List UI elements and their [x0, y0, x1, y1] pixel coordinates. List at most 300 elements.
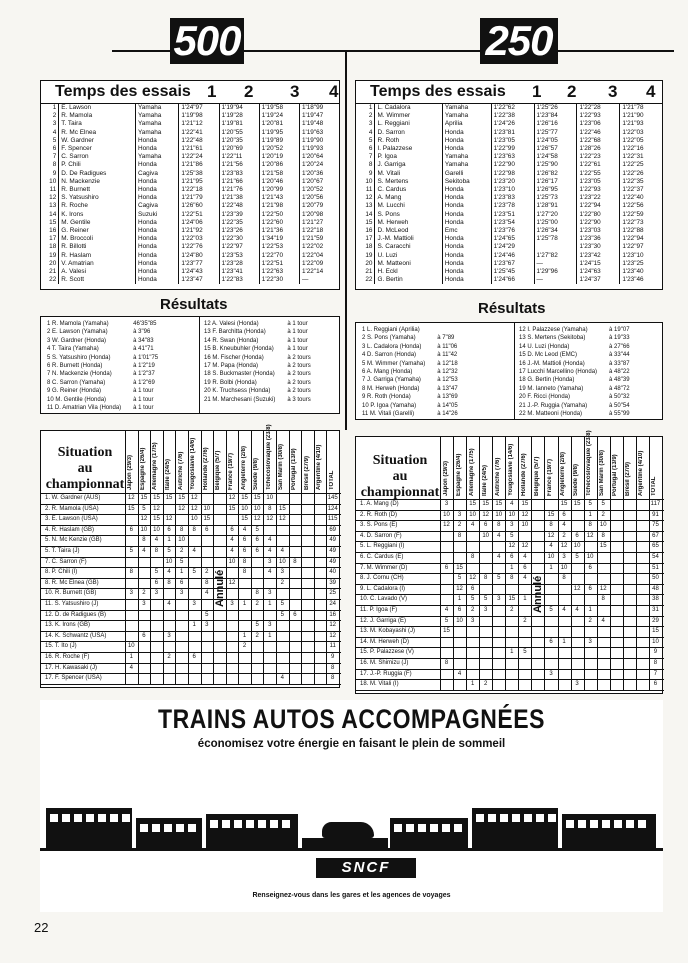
standings-rider: 16. R. Roche (F) [45, 654, 90, 660]
standings-points: 10 [599, 522, 607, 529]
essais250-cell: 1'22"90 [491, 161, 534, 169]
standings-rider: 5. L. Reggiani (I) [360, 543, 405, 550]
standings-points: 15 [140, 495, 148, 501]
essais500-row [41, 211, 339, 219]
standings-points: 12 [153, 505, 160, 512]
standings-rider: 12. D. de Radigues (B) [45, 611, 107, 618]
result-row [45, 387, 160, 395]
essais500-cell: Suzuki [136, 211, 179, 219]
standings-points: 8 [470, 554, 475, 560]
essais250-cell: Honda [442, 129, 491, 137]
standings-points: 3 [484, 607, 488, 613]
essais500-cell: R. Haslam [59, 252, 136, 260]
standings-rider: 17. F. Spencer (USA) [45, 675, 102, 682]
essais250-row [356, 145, 662, 153]
ad-footer: Renseignez-vous dans les gares et les agences de voyages [252, 892, 451, 899]
essais250-row [356, 252, 662, 260]
standings-points: 12 [521, 543, 529, 550]
essais250-cell: 1'23"78 [491, 202, 534, 210]
essais250-cell: 1'23"10 [491, 186, 534, 194]
essais500-cell: P. Chili [59, 161, 136, 169]
essais250-row [356, 120, 662, 128]
standings-points: 2 [510, 607, 514, 613]
gp-column-header: Suède (9/8) [253, 457, 260, 490]
standings-points: 2 [280, 579, 284, 586]
result-rider: 4 D. Sarron (Honda) [362, 352, 417, 359]
result-rider: 12 I. Palazzese (Yamaha) [519, 327, 588, 333]
result-gap: à 14"26 [437, 411, 458, 418]
standings-points: 5 [470, 596, 475, 603]
result-gap: à 1 tour [287, 346, 308, 353]
result-rider: 15 B. Kneubuhler (Honda) [204, 346, 274, 353]
standings-points: 8 [562, 575, 566, 582]
essais250-cell: C. Cardus [375, 186, 442, 194]
standings-points: 5 [575, 554, 579, 560]
essais500-cell: R. Burnett [59, 186, 136, 194]
essais500-cell: 9 [52, 169, 57, 177]
gp-column-header: Italie (24/5) [481, 464, 488, 496]
essais500-cell: 1'22"14 [299, 268, 339, 276]
essais250-cell: 1'22"35 [620, 178, 662, 186]
essais250-cell: 1'22"26 [620, 170, 662, 178]
essais250-cell: J.-M. Mattioli [375, 235, 442, 243]
standings-points: 10 [456, 617, 463, 624]
result-rider: 17 M. Papa (Honda) [204, 363, 259, 370]
standings-points: 4 [523, 575, 527, 582]
standings-rider: 6. C. Cardus (E) [360, 554, 404, 560]
standings-points: 10 [190, 516, 198, 523]
class-500-badge: 500 [170, 18, 244, 64]
essais250-cell: 17 [365, 235, 373, 243]
standings-points: 12 [253, 516, 261, 523]
essais250-row [356, 211, 662, 219]
essais500-cell: Honda [136, 178, 179, 186]
sncf-advertisement [40, 700, 663, 912]
result-row [45, 379, 160, 387]
essais250-cell: 5 [368, 136, 373, 144]
standings-points: 25 [329, 590, 337, 597]
standings-points: 24 [329, 601, 337, 607]
resultats-250-right [517, 326, 632, 418]
standings-points: 12 [599, 585, 607, 592]
standings-points: 6 [255, 548, 259, 554]
essais500-cell: Yamaha [136, 153, 179, 161]
essais500-row [41, 161, 339, 169]
standings-rider: 2. R. Mamola (USA) [45, 505, 99, 512]
essais250-cell: Honda [442, 276, 491, 284]
gp-column-header: Italie (24/5) [165, 458, 172, 490]
result-row [360, 402, 460, 410]
result-row [202, 387, 313, 395]
standings-points: 12 [165, 516, 173, 523]
standings-points: 3 [497, 596, 501, 603]
standings-points: 1 [523, 596, 527, 603]
essais500-row [41, 120, 339, 128]
standings-points: 8 [142, 537, 146, 544]
result-gap: à 3"96 [133, 329, 151, 336]
essais-500-title: Temps des essais [55, 83, 191, 100]
essais250-cell: Honda [442, 268, 491, 276]
essais250-cell: 1'22"61 [577, 161, 620, 169]
standings-points: 12 [266, 516, 274, 523]
standings-points: 12 [456, 585, 463, 592]
essais250-cell: 1'23"05 [491, 137, 534, 145]
standings-points: 5 [523, 649, 527, 656]
standings-points: 1 [179, 569, 184, 576]
result-gap: à 12"18 [437, 360, 458, 367]
essais250-cell: Honda [442, 219, 491, 227]
result-row [517, 410, 632, 418]
standings-points: 12 [228, 495, 236, 501]
result-rider: 2 S. Pons (Yamaha) [362, 335, 416, 342]
train-car [136, 818, 202, 848]
standings-points: 12 [508, 543, 516, 550]
essais250-cell: 1'23"51 [491, 211, 534, 219]
result-row [517, 393, 632, 401]
gp-column-header: Suède (9/8) [573, 463, 580, 496]
essais500-cell: M. Broccoli [59, 235, 136, 243]
essais250-cell: 10 [365, 177, 373, 185]
standings-rider: 12. J. Garriga (E) [360, 617, 407, 624]
standings-points: 10 [153, 526, 160, 533]
essais500-row [41, 178, 339, 186]
gp-column-header: Belgique (5/7) [215, 450, 222, 490]
result-gap: à 50"32 [609, 394, 630, 401]
essais250-cell: J. Garriga [375, 161, 442, 169]
standings-points: 4 [205, 590, 209, 597]
essais500-cell: Honda [136, 252, 179, 260]
result-rider: 13 S. Mertens (Sekitoba) [519, 335, 586, 342]
essais250-cell: 1'27"20 [534, 211, 577, 219]
essais250-cell: M. Herweh [375, 219, 442, 227]
result-row [45, 354, 160, 362]
result-rider: 20 F. Ricci (Honda) [519, 394, 571, 401]
essais500-cell: 10 [49, 177, 57, 185]
gp-column-header: San Marin (30/8) [278, 443, 285, 490]
standings-points: 4 [457, 670, 462, 677]
standings-points: 6 [167, 526, 171, 533]
essais500-cell: Honda [136, 235, 179, 243]
essais250-cell: 1'24"46 [491, 252, 534, 260]
standings-points: 49 [329, 548, 337, 554]
essais500-cell: Honda [136, 161, 179, 169]
result-gap: à 48"72 [609, 385, 630, 392]
ad-rail [40, 848, 663, 851]
standings-points: 10 [253, 505, 261, 512]
gp-column-header: Tchécoslovaquie (23/8) [586, 430, 593, 496]
essais500-cell: 1 [52, 104, 57, 111]
result-row [360, 334, 460, 342]
essais500-cell: 1'22"60 [259, 219, 299, 227]
standings-points: 48 [652, 585, 659, 592]
essais500-cell: T. Taira [59, 120, 136, 128]
standings-points: 3 [588, 638, 592, 645]
result-row [45, 328, 160, 336]
class-250-badge: 250 [480, 18, 558, 64]
result-gap: à 11"06 [437, 343, 458, 350]
standings-points: 10 [278, 558, 286, 565]
result-gap: à 1'2"19 [133, 363, 155, 370]
standings-rider: 13. K. Irons (GB) [45, 622, 91, 629]
essais250-cell: 9 [368, 169, 373, 177]
result-rider: 9 R. Roth (Honda) [362, 394, 411, 401]
gp-column-header: Hollande (27/6) [202, 447, 209, 490]
standings-points: 12 [586, 532, 594, 539]
essais250-cell: I. Palazzese [375, 145, 442, 153]
gp-column-header: Allemagne (17/5) [152, 442, 159, 490]
result-gap: à 13"47 [437, 385, 458, 392]
essais250-row [356, 186, 662, 194]
result-gap: à 1 tour [133, 405, 154, 412]
standings-points: 1 [192, 622, 196, 629]
header-rule-right [558, 50, 674, 52]
standings-points: 2 [142, 590, 146, 597]
essais500-cell: 1'19"58 [259, 104, 299, 112]
standings-points: 1 [562, 638, 566, 645]
standings-rider: 4. R. Haslam (GB) [45, 526, 95, 533]
standings-rider: 10. R. Burnett (GB) [45, 590, 97, 597]
situation-500-title: Situation au championnat [45, 445, 125, 492]
essais500-cell: 1'20"35 [219, 137, 259, 145]
essais250-cell: — [534, 260, 577, 268]
essais250-row [356, 153, 662, 161]
standings-points: 12 [178, 505, 185, 512]
essais-500-col-3: 3 [290, 82, 300, 101]
standings-points: 2 [457, 522, 462, 529]
essais250-cell: 1'22"90 [577, 219, 620, 227]
result-row [202, 396, 313, 404]
essais250-cell: 1'25"00 [534, 219, 577, 227]
essais250-row [356, 260, 662, 268]
standings-points: 8 [510, 575, 514, 582]
essais250-cell: 1'28"26 [577, 145, 620, 153]
essais250-cell: 1'23"05 [577, 178, 620, 186]
essais250-cell: 1'23"40 [620, 268, 662, 276]
standings-rider: 15. T. Ito (J) [45, 643, 77, 650]
standings-points: 15 [456, 564, 463, 571]
essais500-cell: 1'20"55 [219, 129, 259, 137]
essais250-cell: Honda [442, 194, 491, 202]
standings-points: 15 [495, 501, 503, 507]
standings-points: 6 [653, 681, 658, 688]
essais500-cell: R. Scott [59, 276, 136, 284]
standings-points: 10 [127, 643, 135, 650]
essais500-cell: 1'22"48 [219, 202, 259, 210]
essais250-cell: 1'24"65 [491, 235, 534, 243]
essais500-cell: Honda [136, 227, 179, 235]
essais250-cell: M. Vitali [375, 170, 442, 178]
essais500-cell: 11 [49, 186, 57, 194]
essais250-cell: 1'25"78 [534, 235, 577, 243]
standings-points: 6 [230, 526, 234, 533]
result-gap: à 34"83 [133, 337, 154, 344]
essais250-cell: Honda [442, 145, 491, 153]
result-rider: 7 N. Mackenzie (Honda) [47, 371, 112, 378]
standings-points: 124 [327, 505, 338, 512]
essais500-cell: 1'20"56 [299, 194, 339, 202]
essais-500-col-1: 1 [207, 82, 217, 101]
standings-points: 15 [508, 596, 516, 603]
standings-points: 15 [278, 505, 286, 512]
essais500-cell: Honda [136, 145, 179, 153]
standings-rider: 7. M. Wimmer (D) [360, 564, 408, 571]
essais250-cell: 1'26"57 [534, 145, 577, 153]
standings-points: 5 [280, 611, 284, 618]
essais500-row [41, 145, 339, 153]
essais250-cell: 1'25"73 [534, 194, 577, 202]
result-gap: à 19"33 [609, 335, 630, 342]
result-gap: à 3 tours [287, 396, 311, 403]
result-gap: à 1'2"69 [133, 379, 155, 386]
essais500-cell: 1'19"94 [219, 104, 259, 112]
gp-column-header: Argentine (4/10) [638, 450, 645, 496]
essais500-row [41, 104, 339, 112]
standings-points: 15 [573, 501, 581, 507]
standings-points: 15 [560, 501, 568, 507]
essais250-cell: Yamaha [442, 161, 491, 169]
essais500-cell: 1'19"95 [259, 129, 299, 137]
essais500-cell: 15 [49, 218, 57, 226]
essais500-cell: 14 [49, 210, 57, 218]
essais250-cell: 1'22"56 [620, 202, 662, 210]
standings-points: 91 [652, 511, 659, 518]
standings-rider: 8. J. Cornu (CH) [360, 575, 404, 582]
standings-points: 115 [327, 516, 338, 523]
standings-points: 10 [443, 511, 450, 518]
essais500-cell: Yamaha [136, 120, 179, 128]
result-gap: à 1 tour [287, 321, 308, 327]
standings-points: 4 [523, 554, 527, 560]
essais250-cell: 1'24"26 [491, 120, 534, 128]
standings-points: 2 [601, 511, 605, 518]
result-gap: à 33"44 [609, 352, 630, 359]
essais250-cell: 6 [368, 145, 373, 153]
essais250-cell: — [534, 276, 577, 284]
standings-points: 1 [470, 681, 475, 688]
standings-points: 6 [192, 654, 196, 660]
essais500-row [41, 129, 339, 137]
essais250-cell: Honda [442, 243, 491, 251]
standings-points: 6 [293, 611, 297, 618]
standings-points: 8 [192, 526, 196, 533]
essais500-cell: 1'22"09 [299, 260, 339, 268]
resultats-250-left [360, 326, 460, 418]
result-gap: à 2 tours [287, 354, 311, 361]
essais500-cell: 19 [49, 251, 57, 259]
essais500-cell: 1'23"41 [219, 268, 259, 276]
standings-rider: 2. R. Roth (D) [360, 511, 398, 518]
standings-points: 3 [230, 601, 234, 607]
standings-points: 3 [205, 622, 209, 629]
standings-points: 15 [178, 495, 185, 501]
essais500-cell: 3 [52, 120, 57, 128]
gp-column-header: TOTAL [328, 470, 335, 490]
essais500-cell: Honda [136, 219, 179, 227]
standings-points: 4 [510, 501, 514, 507]
essais250-cell: 1'23"10 [620, 252, 662, 260]
standings-points: 10 [586, 554, 594, 560]
essais500-cell: 13 [49, 202, 57, 210]
result-gap: à 12"32 [437, 369, 458, 376]
essais500-row [41, 227, 339, 235]
gp-column-header: Angleterre (2/8) [240, 445, 247, 490]
essais500-cell: 5 [52, 136, 57, 144]
essais500-cell: Yamaha [136, 112, 179, 120]
standings-points: 4 [268, 548, 272, 554]
result-rider: 10 P. Igoa (Yamaha) [362, 402, 417, 409]
header-rule-left [112, 50, 170, 52]
result-row [202, 362, 313, 370]
essais500-cell: 1'20"64 [299, 153, 339, 161]
essais250-cell: 1'23"25 [620, 260, 662, 268]
result-row [360, 393, 460, 401]
essais250-cell: 1'22"37 [620, 186, 662, 194]
essais250-cell: 1'24"29 [491, 243, 534, 251]
result-gap: à 1 tour [133, 396, 154, 403]
essais250-cell: 3 [368, 120, 373, 128]
essais250-cell: 1'22"03 [620, 129, 662, 137]
standings-points: 6 [205, 526, 209, 533]
essais250-cell: 1'22"68 [577, 137, 620, 145]
essais500-cell: 1'21"43 [259, 194, 299, 202]
standings-points: 3 [179, 590, 184, 597]
standings-rider: 10. C. Lavado (V) [360, 596, 408, 603]
gp-column-header: Tchécoslovaquie (23/8) [265, 424, 272, 490]
essais500-cell: 1'22"02 [299, 243, 339, 251]
result-row [202, 320, 313, 328]
essais250-cell: 1'28"91 [534, 202, 577, 210]
standings-points: 1 [242, 632, 247, 639]
standings-points: 6 [523, 564, 527, 571]
essais250-row [356, 227, 662, 235]
essais500-cell: M. Gentile [59, 219, 136, 227]
result-row [202, 370, 313, 378]
essais500-cell: Honda [136, 268, 179, 276]
standings-points: 8 [293, 558, 297, 565]
essais250-row [356, 235, 662, 243]
standings-points: 8 [331, 664, 335, 671]
standings-points: 15 [127, 505, 135, 512]
essais500-cell: 12 [49, 194, 57, 202]
standings-points: 2 [484, 681, 488, 688]
result-rider: 21 M. Marchesani (Suzuki) [204, 396, 276, 403]
standings-points: 4 [444, 607, 449, 613]
resultats-500-right [202, 320, 313, 404]
essais250-row [356, 268, 662, 276]
standings-points: 3 [457, 511, 462, 518]
essais250-cell: D. McLeod [375, 227, 442, 235]
essais500-cell: R. Billotti [59, 243, 136, 251]
essais250-cell: 1'23"42 [577, 252, 620, 260]
standings-points: 3 [268, 622, 272, 629]
standings-points: 3 [510, 522, 514, 529]
essais500-cell: 1'21"58 [259, 170, 299, 178]
essais500-cell: R. Roche [59, 202, 136, 210]
gp-column-header: Japon (29/3) [442, 460, 449, 496]
essais500-cell: 1'21"38 [219, 194, 259, 202]
essais250-cell: 1'22"25 [620, 161, 662, 169]
essais500-cell: 1'21"76 [219, 186, 259, 194]
result-rider: 16 M. Fischer (Honda) [204, 354, 264, 361]
standings-points: 7 [653, 670, 658, 677]
standings-rider: 9. L. Cadalora (I) [360, 585, 406, 592]
essais250-row [356, 243, 662, 251]
result-gap: à 41"71 [133, 346, 154, 353]
essais500-cell: 1'23"77 [179, 260, 219, 268]
essais250-cell: 1'26"16 [534, 120, 577, 128]
standings-points: 10 [165, 558, 173, 565]
column-divider [345, 50, 347, 430]
